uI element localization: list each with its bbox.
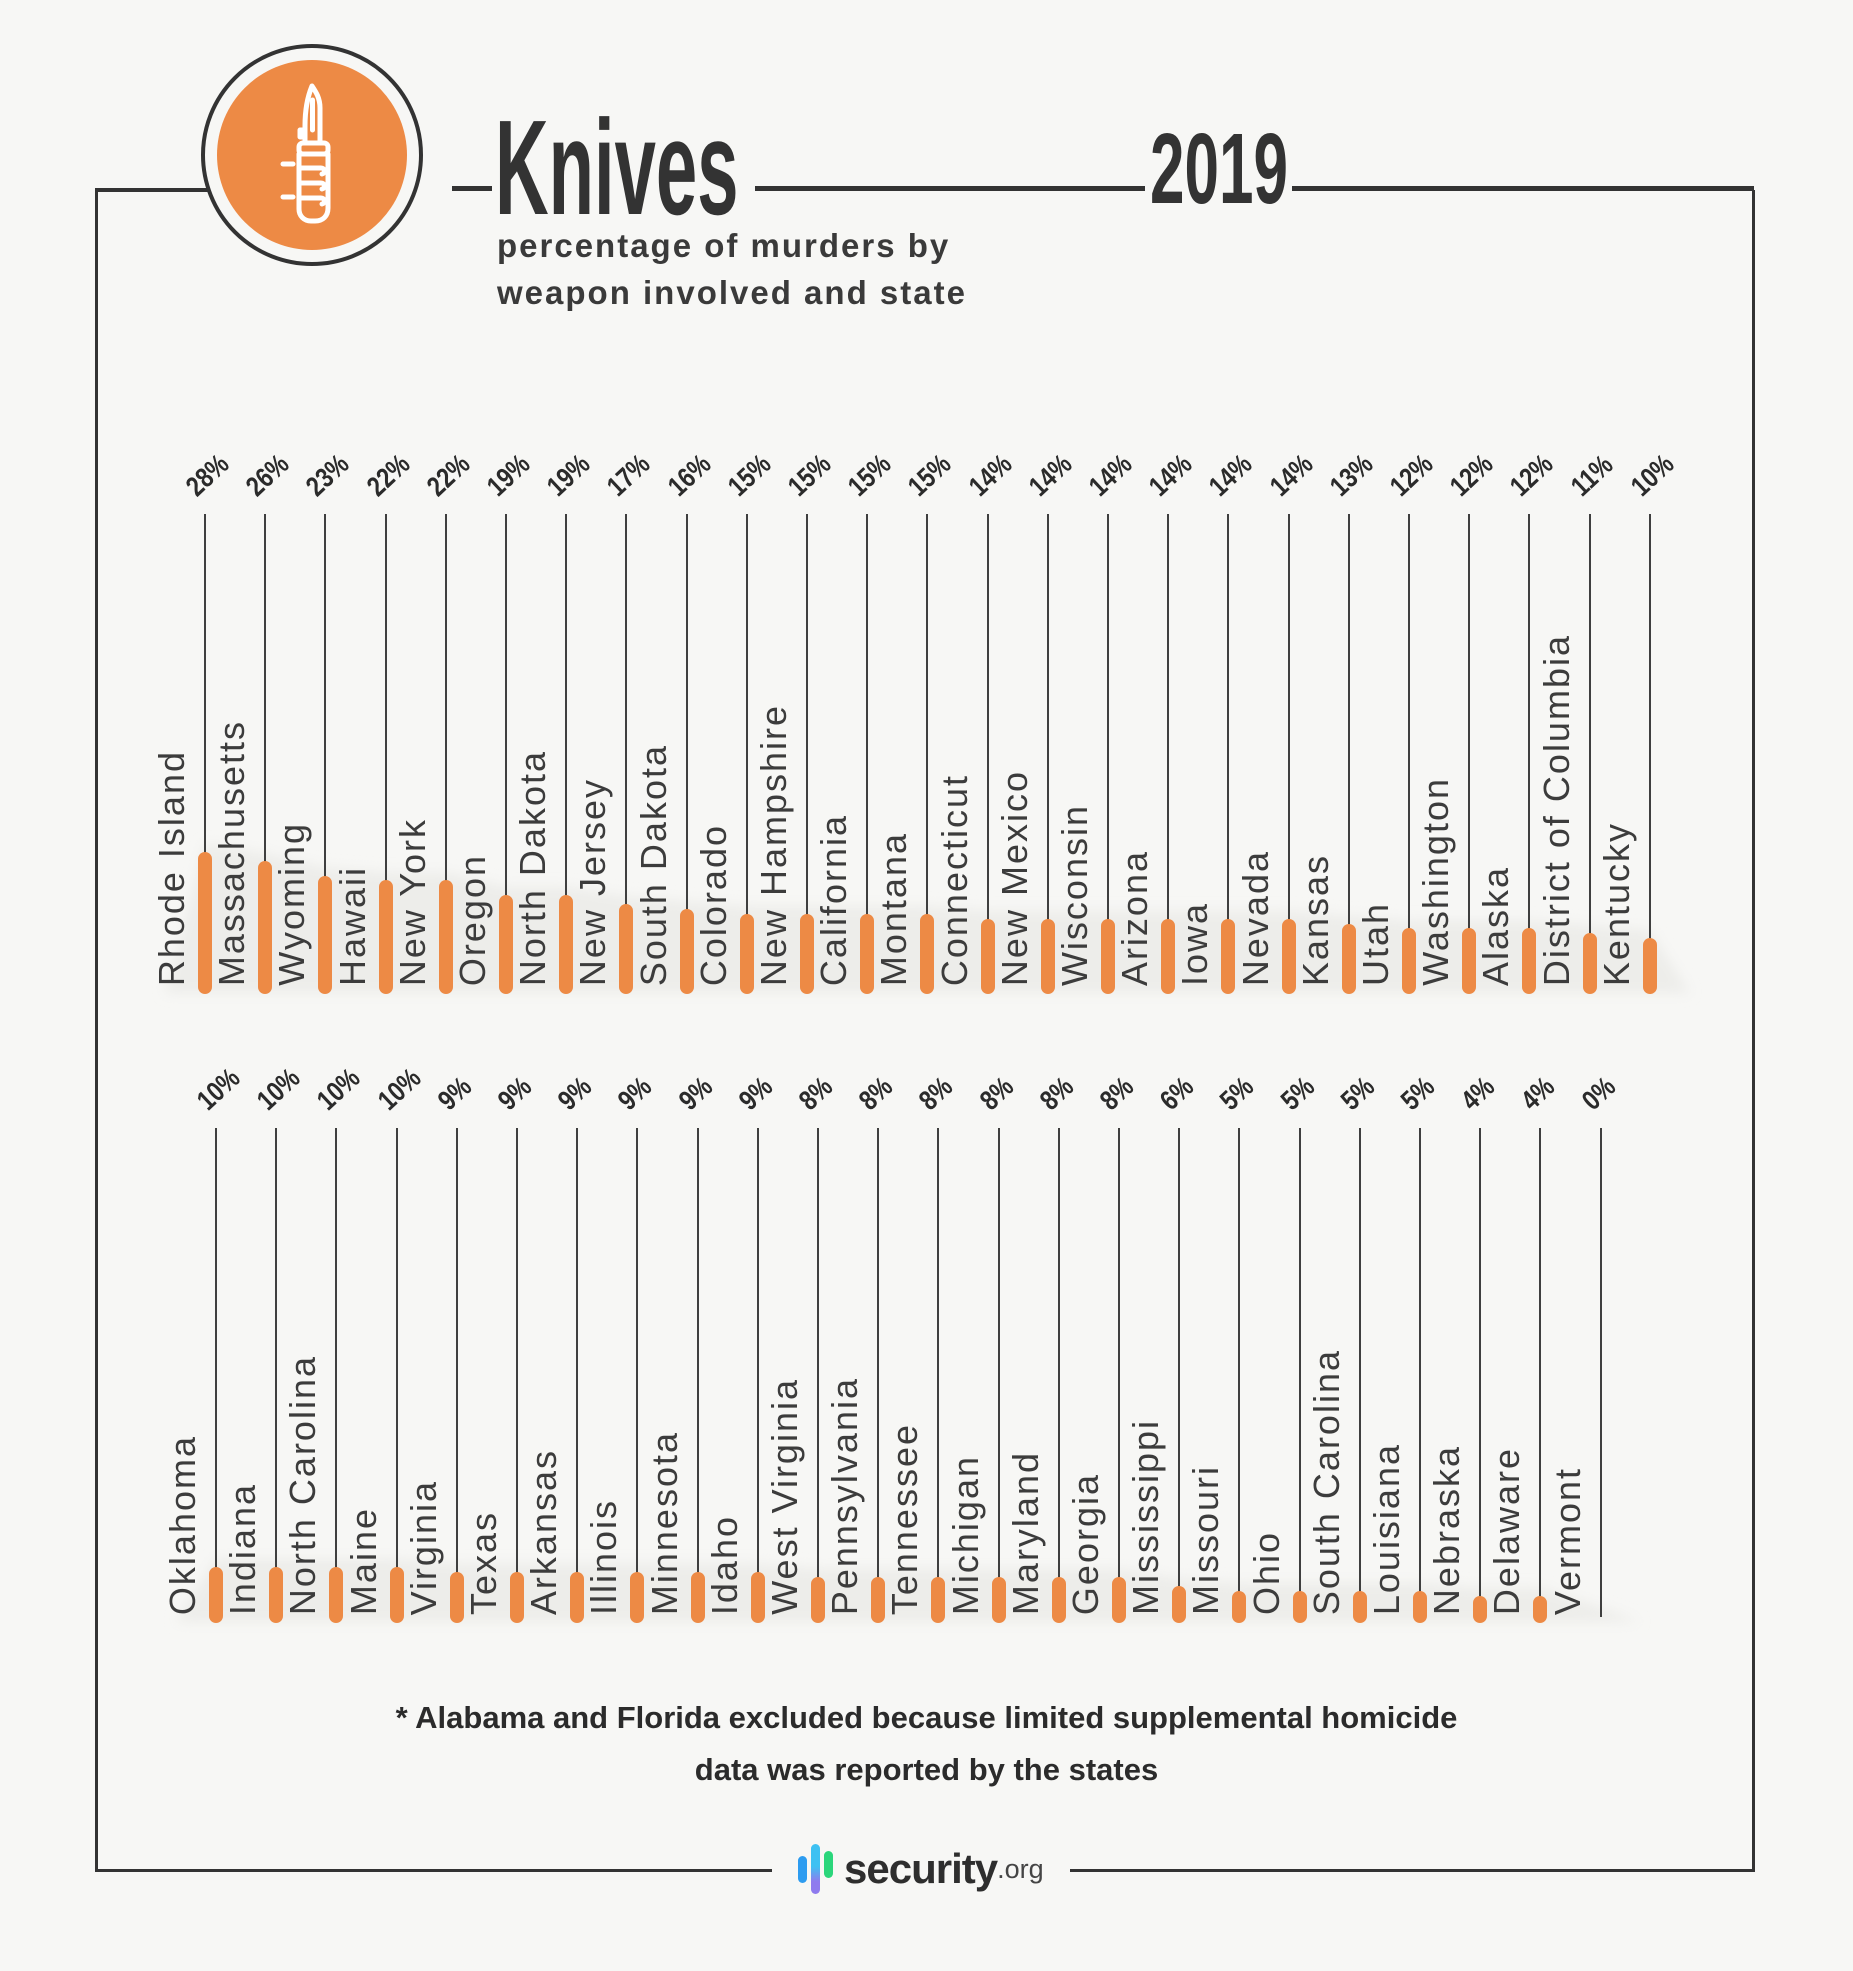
percentage-label: 17%: [601, 447, 657, 502]
value-line: [1178, 1128, 1180, 1588]
state-name-label: Delaware: [1486, 1446, 1528, 1615]
state-name-label: Ohio: [1245, 1530, 1287, 1615]
value-line: [697, 1128, 699, 1574]
value-line: [1600, 1128, 1602, 1617]
value-bar: [619, 904, 633, 994]
state-name-label: Alaska: [1475, 865, 1517, 986]
value-bar: [1293, 1591, 1307, 1623]
percentage-label: 4%: [1455, 1070, 1501, 1116]
value-line: [565, 514, 567, 897]
value-line: [806, 514, 808, 916]
percentage-label: 22%: [360, 447, 416, 502]
value-line: [1649, 514, 1651, 940]
percentage-label: 8%: [853, 1070, 899, 1116]
value-line: [1528, 514, 1530, 930]
percentage-label: 15%: [902, 447, 958, 502]
value-line: [1539, 1128, 1541, 1598]
percentage-label: 9%: [732, 1070, 779, 1116]
value-line: [1468, 514, 1470, 930]
value-bar: [1342, 924, 1356, 994]
state-name-label: Massachusetts: [211, 719, 253, 986]
percentage-label: 8%: [973, 1070, 1019, 1116]
value-line: [636, 1128, 638, 1574]
percentage-label: 10%: [371, 1061, 427, 1116]
state-name-label: Hawaii: [331, 865, 373, 986]
percentage-label: 10%: [1624, 447, 1680, 502]
percentage-label: 12%: [1504, 447, 1560, 502]
percentage-label: 14%: [1203, 447, 1259, 502]
value-bar: [1522, 928, 1536, 994]
percentage-label: 14%: [962, 447, 1018, 502]
value-bar: [439, 880, 453, 994]
value-line: [396, 1128, 398, 1569]
percentage-label: 15%: [842, 447, 897, 502]
percentage-label: 10%: [251, 1061, 306, 1116]
state-name-label: California: [813, 813, 855, 986]
value-line: [1288, 514, 1290, 921]
state-name-label: Louisiana: [1366, 1442, 1407, 1615]
value-line: [866, 514, 868, 916]
state-name-label: West Virginia: [764, 1378, 805, 1615]
percentage-label: 4%: [1515, 1070, 1561, 1116]
state-name-label: South Carolina: [1305, 1348, 1347, 1615]
value-bar: [1583, 933, 1597, 994]
value-bar: [1112, 1577, 1126, 1623]
state-name-label: Nevada: [1234, 849, 1276, 986]
value-line: [1479, 1128, 1481, 1598]
value-bar: [1221, 919, 1235, 994]
value-bar: [920, 914, 934, 994]
state-name-label: Texas: [463, 1510, 504, 1615]
percentage-label: 12%: [1383, 447, 1439, 502]
percentage-label: 8%: [913, 1070, 959, 1116]
value-line: [625, 514, 627, 906]
year-label: 2019: [1150, 113, 1288, 225]
state-name-label: Wisconsin: [1054, 803, 1095, 986]
state-name-label: New Mexico: [993, 769, 1035, 986]
state-name-label: Oklahoma: [162, 1434, 203, 1615]
state-name-label: Vermont: [1546, 1466, 1588, 1615]
subtitle-line-2: weapon involved and state: [497, 274, 967, 311]
percentage-label: 10%: [311, 1061, 367, 1116]
state-name-label: Nebraska: [1426, 1444, 1468, 1615]
value-bar: [1353, 1591, 1367, 1623]
value-bar: [630, 1572, 644, 1623]
value-line: [1238, 1128, 1240, 1593]
value-bar: [680, 909, 694, 994]
value-line: [1408, 514, 1410, 930]
state-name-label: Arkansas: [523, 1448, 565, 1615]
percentage-label: 14%: [1022, 447, 1078, 502]
value-line: [1299, 1128, 1301, 1593]
percentage-label: 8%: [1093, 1070, 1140, 1116]
value-line: [516, 1128, 518, 1574]
percentage-label: 16%: [661, 447, 717, 502]
percentage-label: 9%: [552, 1070, 598, 1116]
value-bar: [1402, 928, 1416, 994]
value-line: [877, 1128, 879, 1579]
state-name-label: Indiana: [222, 1482, 264, 1615]
value-line: [1118, 1128, 1120, 1579]
percentage-label: 15%: [721, 447, 777, 502]
value-bar: [1232, 1591, 1246, 1623]
value-bar: [1101, 919, 1115, 994]
percentage-label: 9%: [612, 1070, 658, 1116]
state-name-label: Maine: [342, 1506, 384, 1615]
value-bar: [691, 1572, 705, 1623]
percentage-label: 23%: [300, 447, 356, 502]
percentage-label: 15%: [781, 447, 837, 502]
state-name-label: Wyoming: [271, 822, 313, 986]
footnote: [0, 1692, 1853, 1796]
value-bar: [329, 1567, 343, 1623]
value-bar: [1282, 919, 1296, 994]
percentage-label: 28%: [179, 447, 235, 502]
percentage-label: 5%: [1274, 1070, 1320, 1116]
footnote-line-1: * Alabama and Florida excluded because limited supplemental homicide: [395, 1700, 1458, 1735]
value-bar: [450, 1572, 464, 1623]
value-line: [456, 1128, 458, 1574]
percentage-label: 0%: [1575, 1070, 1621, 1116]
page-title: Knives: [495, 92, 739, 243]
state-name-label: Maryland: [1004, 1450, 1046, 1615]
value-line: [1419, 1128, 1421, 1593]
value-bar: [1643, 938, 1657, 994]
value-line: [1348, 514, 1350, 926]
percentage-label: 22%: [420, 447, 476, 502]
percentage-label: 14%: [1082, 447, 1138, 502]
state-name-label: South Dakota: [632, 743, 674, 986]
value-line: [215, 1128, 217, 1569]
state-name-label: Idaho: [703, 1514, 745, 1615]
state-name-label: Kentucky: [1595, 821, 1637, 986]
value-line: [1058, 1128, 1060, 1579]
value-bar: [510, 1572, 524, 1623]
percentage-label: 26%: [240, 447, 295, 502]
security-org-logo: [772, 1838, 1070, 1900]
percentage-label: 14%: [1143, 447, 1198, 502]
value-line: [926, 514, 928, 916]
value-bar: [740, 914, 754, 994]
state-name-label: Washington: [1415, 777, 1457, 986]
value-line: [1167, 514, 1169, 921]
state-name-label: New Jersey: [572, 777, 614, 986]
state-name-label: Georgia: [1065, 1472, 1106, 1615]
state-name-label: Colorado: [692, 823, 734, 986]
value-line: [204, 514, 206, 854]
percentage-label: 14%: [1263, 447, 1319, 502]
value-line: [1227, 514, 1229, 921]
state-name-label: Pennsylvania: [824, 1376, 866, 1615]
percentage-label: 12%: [1444, 447, 1499, 502]
value-bar: [931, 1577, 945, 1623]
value-bar: [379, 880, 393, 994]
value-bar: [1413, 1591, 1427, 1623]
value-line: [937, 1128, 939, 1579]
state-name-label: Connecticut: [933, 773, 975, 986]
value-line: [757, 1128, 759, 1574]
brand-tld: .org: [997, 1853, 1044, 1884]
value-line: [576, 1128, 578, 1574]
value-line: [746, 514, 748, 916]
security-org-logo-icon: [798, 1844, 834, 1894]
percentage-label: 9%: [431, 1070, 478, 1116]
percentage-label: 19%: [480, 447, 536, 502]
value-line: [998, 1128, 1000, 1579]
value-bar: [981, 919, 995, 994]
value-line: [324, 514, 326, 878]
value-line: [1359, 1128, 1361, 1593]
value-bar: [1052, 1577, 1066, 1623]
state-name-label: New Hampshire: [753, 703, 794, 986]
value-line: [275, 1128, 277, 1569]
state-name-label: Rhode Island: [151, 749, 192, 986]
value-line: [1107, 514, 1109, 921]
percentage-label: 5%: [1394, 1070, 1441, 1116]
value-line: [505, 514, 507, 897]
percentage-label: 5%: [1214, 1070, 1260, 1116]
state-name-label: Illinois: [583, 1498, 625, 1615]
state-name-label: Utah: [1355, 901, 1396, 986]
logo-bar-gradient-icon: [811, 1844, 820, 1894]
value-bar: [1041, 919, 1055, 994]
value-bar: [751, 1572, 765, 1623]
percentage-label: 9%: [672, 1070, 718, 1116]
value-line: [1589, 514, 1591, 935]
value-bar: [992, 1577, 1006, 1623]
value-line: [1047, 514, 1049, 921]
value-line: [817, 1128, 819, 1579]
value-line: [686, 514, 688, 911]
state-name-label: Oregon: [452, 853, 493, 986]
state-name-label: Kansas: [1294, 853, 1336, 986]
value-bar: [390, 1567, 404, 1623]
percentage-label: 10%: [190, 1061, 246, 1116]
value-line: [385, 514, 387, 882]
value-bar: [198, 852, 212, 994]
footnote-line-2: data was reported by the states: [694, 1752, 1159, 1787]
logo-bar-blue-icon: [798, 1856, 807, 1883]
percentage-label: 5%: [1334, 1070, 1381, 1116]
state-name-label: Mississippi: [1125, 1418, 1167, 1615]
state-name-label: Virginia: [402, 1479, 444, 1615]
value-line: [264, 514, 266, 863]
state-name-label: Montana: [873, 831, 915, 986]
value-line: [987, 514, 989, 921]
percentage-label: 8%: [792, 1070, 839, 1116]
state-name-label: Tennessee: [884, 1422, 926, 1615]
value-bar: [1533, 1596, 1547, 1623]
value-line: [335, 1128, 337, 1569]
value-bar: [811, 1577, 825, 1623]
percentage-label: 11%: [1564, 448, 1619, 502]
state-name-label: Michigan: [944, 1454, 986, 1615]
state-name-label: North Dakota: [512, 749, 554, 986]
state-name-label: North Carolina: [282, 1354, 324, 1615]
percentage-label: 8%: [1033, 1070, 1080, 1116]
value-bar: [499, 895, 513, 994]
percentage-label: 6%: [1154, 1070, 1200, 1116]
state-name-label: Minnesota: [643, 1430, 685, 1615]
state-name-label: Arizona: [1114, 849, 1156, 986]
percentage-label: 13%: [1323, 447, 1379, 502]
brand-name: security: [844, 1845, 998, 1892]
percentage-label: 9%: [491, 1070, 538, 1116]
state-name-label: New York: [391, 817, 433, 986]
subtitle-line-1: percentage of murders by: [497, 227, 951, 264]
value-bar: [209, 1567, 223, 1623]
value-line: [445, 514, 447, 882]
state-name-label: Iowa: [1174, 901, 1216, 986]
state-name-label: District of Columbia: [1535, 633, 1577, 986]
value-bar: [800, 914, 814, 994]
logo-bar-green-icon: [824, 1851, 833, 1878]
value-bar: [318, 876, 332, 994]
state-name-label: Missouri: [1185, 1464, 1227, 1615]
percentage-label: 19%: [541, 447, 596, 502]
